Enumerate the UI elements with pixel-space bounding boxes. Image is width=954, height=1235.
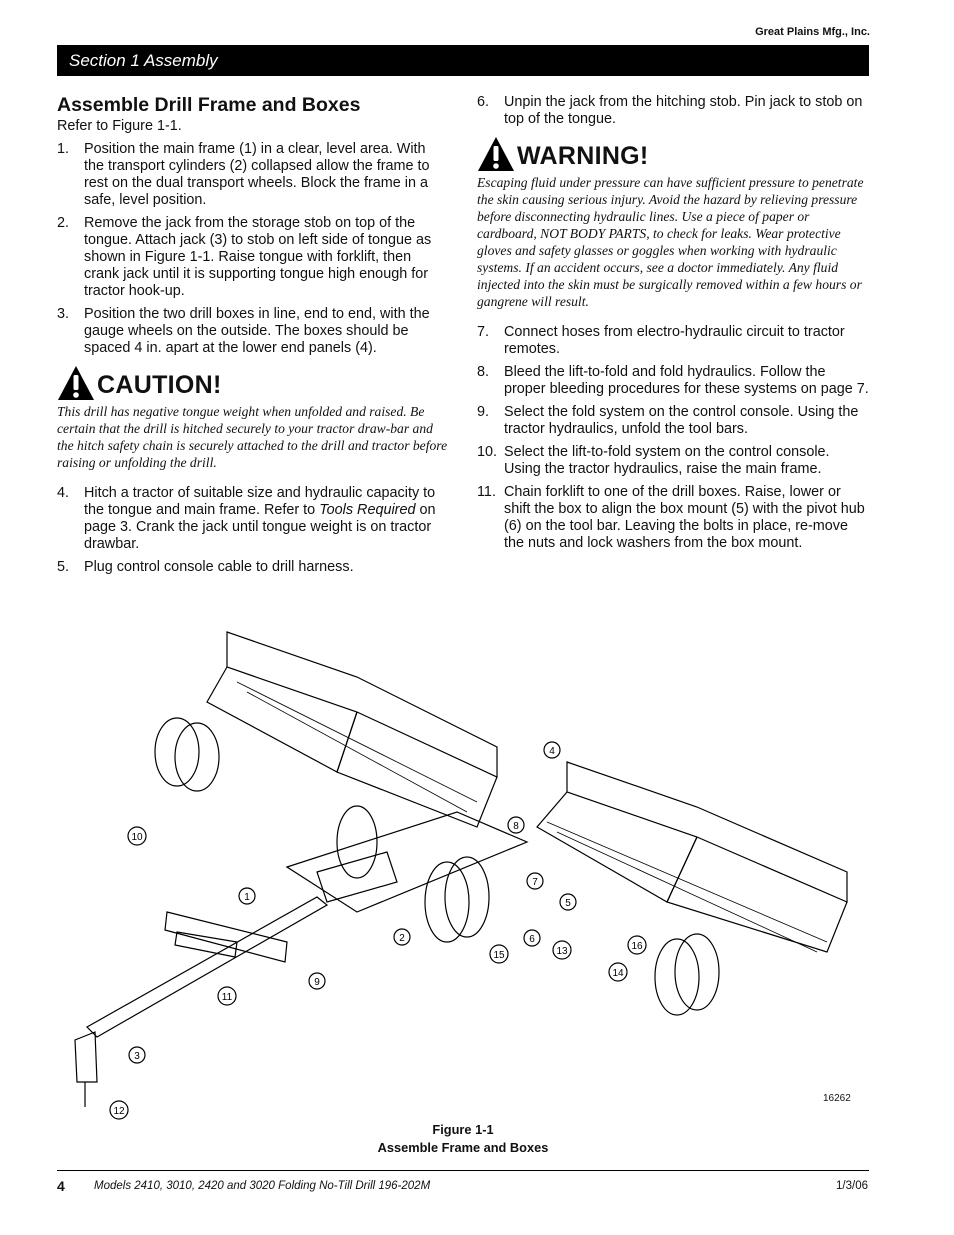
step-text: Position the two drill boxes in line, end to end, with the gauge wheels on the outside. The boxes should be spaced 4 in. apart at the lower end panels (4). [84,306,430,356]
callout-6 [524,930,540,946]
figure-code: 16262 [823,1093,851,1104]
tools-required-reference: Tools Required [319,502,416,518]
right-drill-box [567,762,847,902]
step-number: 7. [477,324,490,340]
step-text: Position the main frame (1) in a clear, level area. With the transport cylinders (2) collapsed allow the frame to rest on the dual transport wheels. Block the frame in a safe, level position. [84,141,430,208]
section-title: Section 1 Assembly [69,51,218,70]
intro-text: Refer to Figure 1-1. [57,118,182,134]
callout-10 [128,827,146,845]
callout-label: 12 [113,1106,125,1117]
caution-text: This drill has negative tongue weight when unfolded and raised. Be certain that the drill is hitched securely to your tractor draw-bar and the hitch safety chain is securely attached to the drill and tractor before raising or unfolding the drill. [57,404,448,470]
step-1 [57,141,449,209]
caution-title: CAUTION! [97,370,222,399]
gauge-wheel-right [655,939,699,1015]
step-number: 9. [477,404,490,420]
callout-1 [239,888,255,904]
callout-11 [218,987,236,1005]
gauge-wheel-left [155,718,199,786]
callout-12 [110,1101,128,1119]
main-frame [287,812,527,912]
callout-label: 6 [529,934,535,945]
step-7 [477,324,869,358]
step-text: Select the lift-to-fold system on the control console. Using the tractor hydraulics, raise the main frame. [504,444,830,477]
warning-title: WARNING! [517,141,649,170]
callout-label: 16 [631,941,643,952]
callout-2 [394,929,410,945]
left-drill-box [227,632,497,777]
warning-triangle-icon [57,365,95,406]
callout-7 [527,873,543,889]
left-column [57,94,449,582]
warning-box [477,138,869,310]
callout-label: 3 [134,1051,140,1062]
step-10 [477,444,869,478]
step-number: 6. [477,94,490,110]
callout-label: 4 [549,746,555,757]
callout-15 [490,945,508,963]
step-text-post: on page 3. Crank the jack until tongue weight is on tractor drawbar. [84,502,436,552]
right-column [477,94,869,558]
step-11 [477,484,869,552]
callout-4 [544,742,560,758]
step-6 [477,94,869,128]
callout-label: 14 [612,968,624,979]
step-number: 4. [57,485,70,501]
callout-label: 5 [565,898,571,909]
warning-text: Escaping fluid under pressure can have sufficient pressure to penetrate the skin causing serious injury. Avoid the hazard by relieving pressure before disconnecting hydraulic lines. Use a piece of paper or cardboard, NOT BODY PARTS, to check for leaks. Wear protective gloves and safety glasses or goggles when working with hydraulic systems. If an accident occurs, see a doctor immediately. Any fluid injected into the skin must be surgically removed within a few hours or gangrene will result. [477,175,864,309]
step-number: 11. [477,484,496,500]
page-heading: Assemble Drill Frame and Boxes [57,94,361,116]
step-text: Remove the jack from the storage stob on top of the tongue. Attach jack (3) to stob on left side of tongue as shown in Figure 1-1. Raise tongue with forklift, then crank jack until it is supporting tongue high enough for tractor hook-up. [84,215,432,299]
step-3 [57,306,449,357]
transport-wheel [425,862,469,942]
step-5 [57,559,449,576]
step-text-pre: Hitch a tractor of suitable size and hydraulic capacity to the tongue and main frame. Refer to [84,485,436,518]
step-number: 8. [477,364,490,380]
step-number: 5. [57,559,70,575]
callout-9 [309,973,325,989]
callout-label: 13 [556,946,568,957]
callout-label: 9 [314,977,320,988]
company-name: Great Plains Mfg., Inc. [755,26,870,38]
footer-divider [57,1170,869,1171]
callout-5 [560,894,576,910]
figure-title: Assemble Frame and Boxes [377,1140,549,1155]
step-text: Bleed the lift-to-fold and fold hydraulics. Follow the proper bleeding procedures for these systems on page 7. [504,364,869,397]
jack-stand [75,1032,97,1082]
toolbar-beam [165,912,287,962]
step-8 [477,364,869,398]
step-number: 10. [477,444,498,460]
manual-title: Models 2410, 3010, 2420 and 3020 Folding No-Till Drill 196-202M [94,1180,431,1192]
section-header-bar [57,45,869,76]
callout-label: 2 [399,933,405,944]
callout-8 [508,817,524,833]
revision-date: 1/3/06 [836,1180,868,1192]
warning-triangle-icon [477,136,515,177]
callout-label: 15 [493,950,505,961]
callout-13 [553,941,571,959]
caution-box [57,367,449,471]
step-text: Unpin the jack from the hitching stob. Pin jack to stob on top of the tongue. [504,94,863,127]
callout-16 [628,936,646,954]
figure-number: Figure 1-1 [432,1122,494,1137]
callout-label: 1 [244,892,250,903]
step-text: Plug control console cable to drill harness. [84,559,354,575]
page-number: 4 [57,1178,65,1194]
step-text: Connect hoses from electro-hydraulic circuit to tractor remotes. [504,324,845,357]
step-text: Chain forklift to one of the drill boxes. Raise, lower or shift the box to align the box mount (5) with the pivot hub (6) on the tool bar. Leaving the bolts in place, re-move the nuts and lock washers from the box mount. [504,484,865,551]
callout-label: 11 [221,992,233,1003]
tongue-beam [87,897,327,1037]
callout-label: 7 [532,877,538,888]
callout-label: 8 [513,821,519,832]
callout-label: 10 [131,832,143,843]
step-text: Select the fold system on the control console. Using the tractor hydraulics, unfold the tool bars. [504,404,859,437]
callout-14 [609,963,627,981]
assembly-figure [57,612,869,1122]
step-number: 3. [57,306,70,322]
step-9 [477,404,869,438]
step-4 [57,485,449,553]
step-2 [57,215,449,300]
figure-caption [57,1121,869,1157]
step-number: 1. [57,141,70,157]
callout-3 [129,1047,145,1063]
step-number: 2. [57,215,70,231]
